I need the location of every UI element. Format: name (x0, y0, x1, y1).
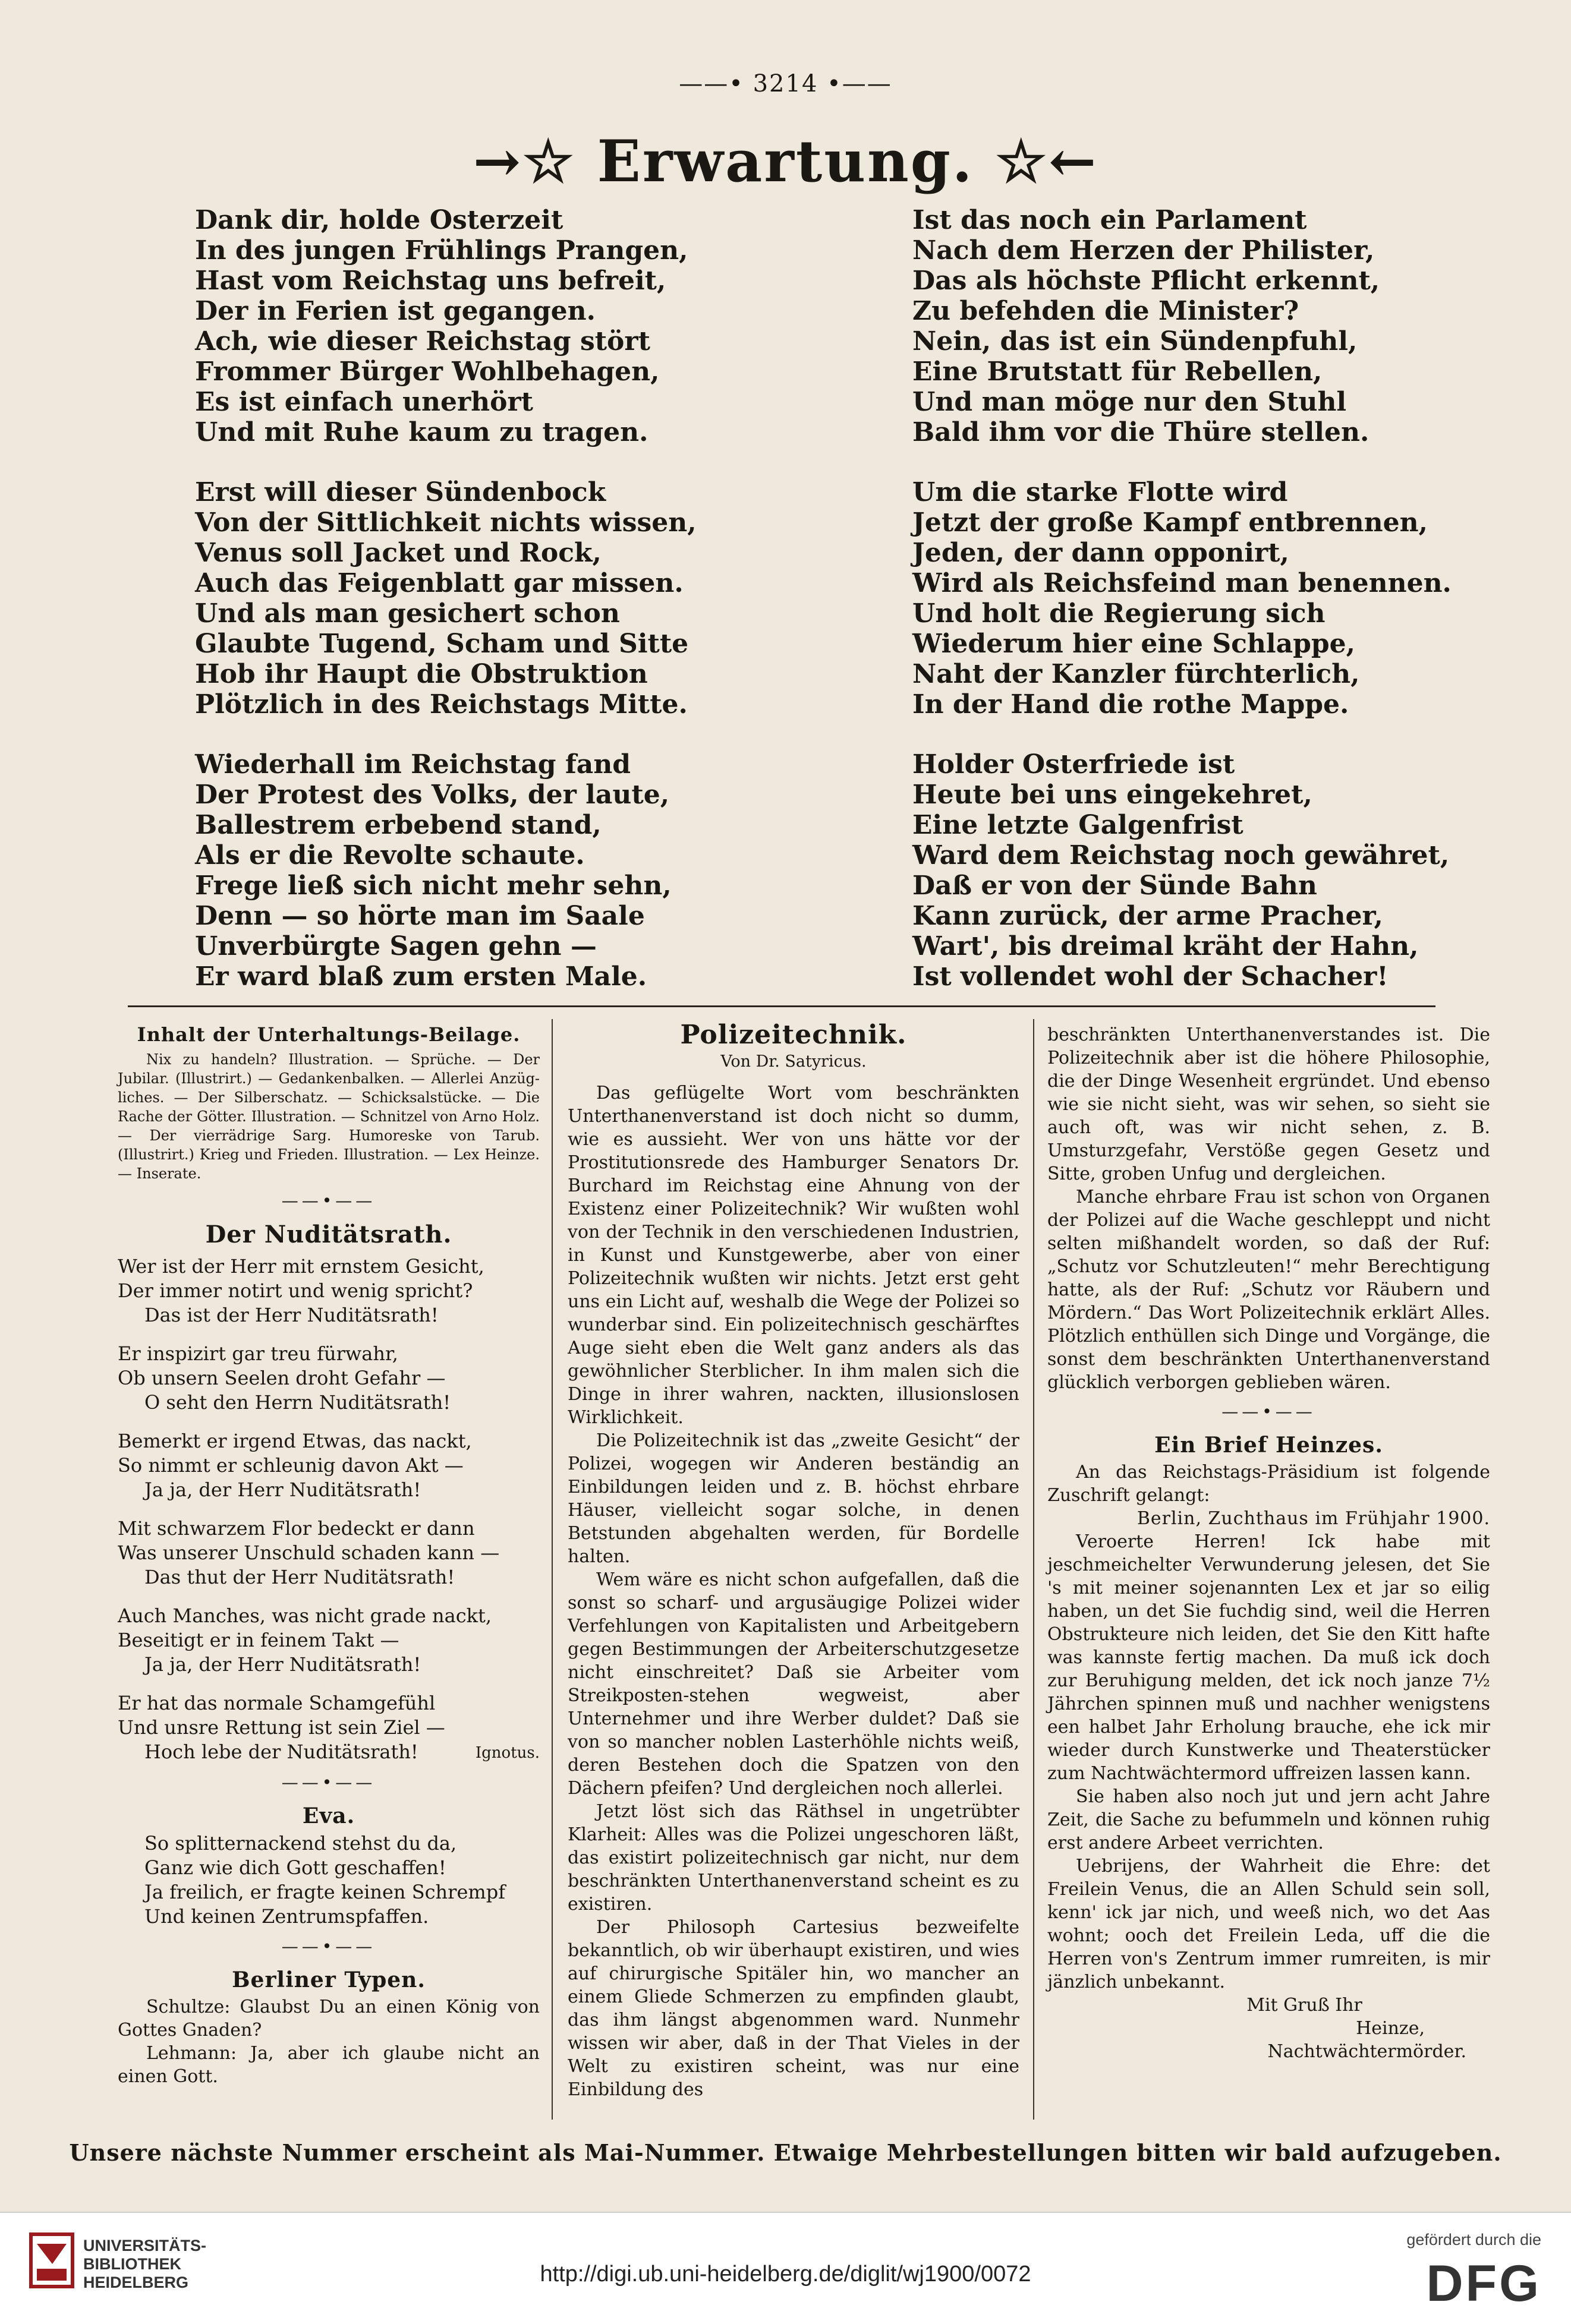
poem-line: Das als höchste Pflicht erkennt, (912, 266, 1380, 296)
ornament-divider: ——•—— (281, 1937, 376, 1956)
poem-line: Erst will dieser Sündenbock (195, 477, 606, 507)
poem-line: Es ist einfach unerhört (195, 387, 533, 417)
polizei-byline: Von Dr. Satyricus. (720, 1052, 867, 1071)
rath-line: Ob unsern Seelen droht Gefahr — (118, 1367, 446, 1389)
article-paragraph: Das geflügelte Wort vom beschränkten Unterthanenverstand ist doch nicht so dumm, wie es aussieht. Wer von uns hätte vor der Prostitutionsrede des Hamburger Senators Dr. Burchard im Reichstag eine Ahnung von der Existenz einer Polizeitechnik? Wir wußten wohl von der Technik in den verschiedenen Industrien, in Kunst und Kunstgewerbe, aber von einer Polizeitechnik wußten wir nichts. Jetzt erst geht uns ein Licht auf, weshalb die Wege der Polizei so wunderbar sind. Ein polizeitechnisch geschärftes Auge sieht eben die Welt ganz anders als das gewöhnlicher Sterblicher. In ihm malen sich die Dinge in ihrer wahren, nackten, illusionslosen Wirklichkeit. (568, 1083, 1019, 1428)
rath-line: Was unserer Unschuld schaden kann — (118, 1541, 500, 1564)
column-rule-1 (552, 1019, 553, 2120)
poem-line: Bald ihm vor die Thüre stellen. (912, 417, 1369, 447)
stanza-gap (118, 1502, 540, 1516)
rath-line: Und unsre Rettung ist sein Ziel — (118, 1716, 445, 1739)
rath-line: Mit schwarzem Flor bedeckt er dann (118, 1517, 475, 1540)
rath-poem (118, 1254, 540, 1764)
library-name-line1: UNIVERSITÄTS- (83, 2237, 207, 2254)
rath-line: Der immer notirt und wenig spricht? (118, 1279, 473, 1302)
rath-line: O seht den Herrn Nuditätsrath! (144, 1391, 451, 1414)
poem-line: Eine Brutstatt für Rebellen, (912, 357, 1323, 387)
poem-stanza (912, 205, 1452, 447)
rath-heading: Der Nuditätsrath. (205, 1221, 452, 1248)
poem-line: Denn — so hörte man im Saale (195, 901, 645, 931)
column-1 (118, 1023, 540, 2088)
page-title: →☆ Erwartung. ☆← (473, 128, 1098, 195)
typen-text (118, 1995, 540, 2088)
poem-line: In des jungen Frühlings Prangen, (195, 235, 688, 266)
poem-line: Ward dem Reichstag noch gewähret, (912, 840, 1450, 871)
poem-line: Von der Sittlichkeit nichts wissen, (195, 507, 697, 538)
poem-line: Jetzt der große Kampf entbrennen, (912, 507, 1428, 538)
poem-line: Nein, das ist ein Sündenpfuhl, (912, 326, 1358, 357)
poem-line: In der Hand die rothe Mappe. (912, 689, 1349, 720)
article-paragraph: Die Polizeitechnik ist das „zweite Gesicht“ der Polizei, wogegen wir Anderen beständig an Einbildungen leiden und z. B. höchst ehrbare Häuser, vielleicht sogar solche, in denen Betstunden abgehalten werden, für Bordelle halten. (568, 1430, 1019, 1567)
poem-line: Jeden, der dann opponirt, (912, 538, 1289, 568)
polizei-article (568, 1081, 1019, 2101)
rath-line: So nimmt er schleunig davon Akt — (118, 1454, 464, 1477)
library-footer-bar (0, 2212, 1571, 2324)
polizei-heading: Polizeitechnik. (680, 1020, 907, 1050)
poem-line: Frege ließ sich nicht mehr sehn, (195, 871, 672, 901)
ornament-divider: ——•—— (281, 1773, 376, 1792)
poem-line: Daß er von der Sünde Bahn (912, 871, 1317, 901)
ornament-divider: ——•—— (1221, 1402, 1316, 1421)
poem-line: Hast vom Reichstag uns befreit, (195, 266, 666, 296)
sponsor-caption: gefördert durch die (1406, 2231, 1541, 2249)
poem-stanza (195, 477, 697, 720)
poem-line: Ach, wie dieser Reichstag stört (195, 326, 650, 357)
poem-line: Frommer Bürger Wohlbehagen, (195, 357, 660, 387)
rath-line: Das ist der Herr Nuditätsrath! (144, 1304, 439, 1326)
rath-line: Ja ja, der Herr Nuditätsrath! (144, 1653, 421, 1676)
poem-line: Kann zurück, der arme Pracher, (912, 901, 1383, 931)
poem-line: Plötzlich in des Reichstags Mitte. (195, 689, 688, 720)
eva-line: Ganz wie dich Gott geschaffen! (144, 1856, 446, 1879)
rath-line: Auch Manches, was nicht grade nackt, (118, 1604, 492, 1627)
brief-place-date: Berlin, Zuchthaus im Frühjahr 1900. (1136, 1508, 1490, 1529)
column-2 (568, 1020, 1019, 2101)
poem-left-column (195, 205, 697, 1021)
next-issue-note: Unsere nächste Nummer erscheint als Mai-Nummer. Etwaige Mehrbestellungen bitten wir bald aufzugeben. (69, 2139, 1502, 2166)
rath-line: Hoch lebe der Nuditätsrath! (144, 1740, 418, 1763)
brief-paragraph: Veroerte Herren! Ick habe mit jeschmeichelter Verwunderung jelesen, det Sie 's mit meiner sojenannten Lex et jar so eilig haben, un det Sie fuchdig sind, weil die Herren Obstrukteure nich leiden, det Sie den Kitt hafte was kannste fertig machen. Da muß ick doch zur Beruhigung melden, det ick noch janze 7½ Jährchen spinnen muß und nachher wenigstens een halbet Jahr Erholung brauche, ehe ick mir wieder durch Kunstwerke und Theaterstücker zum Nachtwächtermord uffreizen lassen kann. (1047, 1531, 1490, 1784)
library-name-line3: HEIDELBERG (83, 2273, 189, 2291)
brief-paragraph: Uebrijens, der Wahrheit die Ehre: det Freilein Venus, die an Allen Schuld sein soll, kenn' ick jar nich, und weeß nich, wo det Aas wohnt; ooch det Freilein Leda, uff die die Herren von's Zentrum immer rumreiten, is mir jänzlich unbekannt. (1047, 1856, 1490, 1992)
poem-line: Und als man gesichert schon (195, 598, 620, 629)
ornament-divider: ——•—— (281, 1191, 376, 1210)
stanza-gap (118, 1590, 540, 1604)
article-paragraph: Jetzt löst sich das Räthsel in ungetrübter Klarheit: Alles was die Polizei ungeschoren läßt, das existirt polizeitechnisch gar nicht, nur dem beschränkten Unterthanenverstand scheint es zu existiren. (568, 1801, 1019, 1915)
brief-intro: An das Reichstags-Präsidium ist folgende Zuschrift gelangt: (1047, 1462, 1490, 1506)
permalink-url[interactable]: http://digi.ub.uni-heidelberg.de/diglit/wj1900/0072 (540, 2262, 1031, 2287)
article-paragraph: Der Philosoph Cartesius bezweifelte bekanntlich, ob wir überhaupt existiren, und wies auf chirurgische Spitäler hin, wo mancher an einem Gliede Schmerzen zu empfinden glaubt, das ihm längst abgenommen ward. Nunmehr wissen wir aber, daß in der That Vieles in der Welt zu existiren scheint, was nur eine Einbildung des (568, 1917, 1019, 2100)
typen-heading: Berliner Typen. (232, 1967, 426, 1992)
rath-line: Er hat das normale Schamgefühl (118, 1692, 436, 1714)
column-3 (1047, 1023, 1490, 2063)
poem-line: Wart', bis dreimal kräht der Hahn, (912, 931, 1419, 961)
poem-line: Auch das Feigenblatt gar missen. (195, 568, 684, 598)
poem-stanza (195, 205, 697, 447)
eva-poem (118, 1831, 540, 1929)
page-number: ——• 3214 •—— (679, 70, 892, 97)
article-paragraph: Wem wäre es nicht schon aufgefallen, daß die sonst so scharf- und argusäugige Polizei wider Verfehlungen von Kapitalisten und Arbeitgebern gegen Bestimmungen der Arbeiterschutzgesetze nicht einschreitet? Daß sie Arbeiter vom Streikposten-stehen wegweist, aber Unternehmer und ihre Werber duldet? Daß sie von so mancher noblen Lasterhöhle nichts weiß, deren Bestehen doch die Spatzen von den Dächern pfeifen? Und dergleichen noch allerlei. (568, 1569, 1019, 1799)
poem-stanza (912, 749, 1452, 992)
poem-line: Venus soll Jacket und Rock, (195, 538, 602, 568)
brief-body (1047, 1530, 1490, 1994)
brief-greeting: Mit Gruß Ihr (1246, 1995, 1362, 2016)
poem-line: Heute bei uns eingekehret, (912, 780, 1312, 810)
rath-line: Beseitigt er in feinem Takt — (118, 1629, 399, 1651)
polizei-article-continued (1047, 1023, 1490, 1394)
rath-line: Ja ja, der Herr Nuditätsrath! (144, 1478, 421, 1501)
poem-line: Glaubte Tugend, Scham und Sitte (195, 629, 689, 659)
poem-stanza (912, 477, 1452, 720)
eva-line: Ja freilich, er fragte keinen Schrempf (144, 1881, 506, 1903)
rath-line: Das thut der Herr Nuditätsrath! (144, 1566, 455, 1588)
poem-line: Ist das noch ein Parlament (912, 205, 1307, 235)
poem-line: Hob ihr Haupt die Obstruktion (195, 659, 648, 689)
poem-line: Er ward blaß zum ersten Male. (195, 961, 647, 992)
poem-line: Und man möge nur den Stuhl (912, 387, 1347, 417)
inhalt-heading: Inhalt der Unterhaltungs-Beilage. (137, 1023, 521, 1046)
rath-signature: Ignotus. (475, 1744, 540, 1762)
poem-line: Ist vollendet wohl der Schacher! (912, 961, 1389, 992)
article-paragraph: beschränkten Unterthanenverstandes ist. Die Polizeitechnik aber ist die höhere Philosophie, die der Dinge Wesenheit ergründet. Und ebenso wie sie nicht sieht, was wir sehen, so sieht sie auch oft, was wir nicht sehen, z. B. Umsturzgefahr, Verstöße gegen Gesetz und Sitte, groben Unfug und dergleichen. (1047, 1024, 1490, 1184)
poem-line: Unverbürgte Sagen gehn — (195, 931, 597, 961)
poem-line: Naht der Kanzler fürchterlich, (912, 659, 1360, 689)
poem-line: Zu befehden die Minister? (912, 296, 1299, 326)
poem-line: Und mit Ruhe kaum zu tragen. (195, 417, 648, 447)
eva-heading: Eva. (302, 1803, 355, 1828)
brief-heading: Ein Brief Heinzes. (1154, 1433, 1383, 1458)
section-divider (128, 1005, 1435, 1007)
typen-paragraph: Lehmann: Ja, aber ich glaube nicht an einen Gott. (118, 2043, 540, 2087)
poem-stanza (195, 749, 697, 992)
poem-line: Der Protest des Volks, der laute, (195, 780, 670, 810)
poem-line: Wird als Reichsfeind man benennen. (912, 568, 1452, 598)
article-paragraph: Manche ehrbare Frau ist schon von Organen der Polizei auf die Wache geschleppt und nicht selten mißhandelt worden, so daß der Ruf: „Schutz vor Schutzleuten!“ mehr Berechtigung hatte, als der Ruf: „Schutz vor Räubern und Mördern.“ Das Wort Polizeitechnik erklärt Alles. Plötzlich enthüllen sich Dinge und Vorgänge, die sonst dem beschränkten Unterthanenverstand glücklich verborgen geblieben wären. (1047, 1187, 1490, 1393)
rath-line: Wer ist der Herr mit ernstem Gesicht, (118, 1255, 484, 1278)
poem-line: Dank dir, holde Osterzeit (195, 205, 563, 235)
eva-line: Und keinen Zentrumspfaffen. (144, 1905, 429, 1928)
poem-line: Ballestrem erbebend stand, (195, 810, 602, 840)
stanza-gap (118, 1327, 540, 1342)
poem-line: Holder Osterfriede ist (912, 749, 1235, 780)
library-name-line2: BIBLIOTHEK (83, 2255, 181, 2273)
poem-line: Eine letzte Galgenfrist (912, 810, 1243, 840)
rath-line: Er inspizirt gar treu fürwahr, (118, 1342, 398, 1365)
poem-line: Um die starke Flotte wird (912, 477, 1288, 507)
eva-line: So splitternackend stehst du da, (144, 1832, 457, 1855)
rath-line: Bemerkt er irgend Etwas, das nackt, (118, 1430, 472, 1452)
poem-line: Wiederum hier eine Schlappe, (912, 629, 1355, 659)
poem-line: Wiederhall im Reichstag fand (195, 749, 631, 780)
brief-signature-name: Heinze, (1356, 2018, 1425, 2039)
typen-paragraph: Schultze: Glaubst Du an einen König von Gottes Gnaden? (118, 1997, 540, 2041)
poem-right-column (912, 205, 1452, 1021)
brief-signature-title: Nachtwächtermörder. (1267, 2041, 1466, 2062)
dfg-logo: DFG (1426, 2255, 1541, 2312)
poem-line: Als er die Revolte schaute. (195, 840, 585, 871)
brief-paragraph: Sie haben also noch jut und jern acht Jahre Zeit, die Sache zu befummeln und können ruhig erst andere Arbeet verrichten. (1047, 1786, 1490, 1853)
poem-line: Nach dem Herzen der Philister, (912, 235, 1375, 266)
poem-line: Der in Ferien ist gegangen. (195, 296, 596, 326)
poem-line: Und holt die Regierung sich (912, 598, 1326, 629)
stanza-gap (118, 1415, 540, 1429)
column-rule-2 (1033, 1019, 1034, 2120)
stanza-gap (118, 1677, 540, 1691)
inhalt-text: Nix zu handeln? Illustration. — Sprüche. — Der Jubilar. (Illustrirt.) — Gedankenbalken. — Allerlei Anzüg-liches. — Der Silberschatz. — Schicksalstücke. — Die Rache der Götter. Illustration. — Schnitzel von Arno Holz. — Der vierrädrige Sarg. Humoreske von Tarub. (Illustrirt.) Krieg und Frieden. Illustration. — Lex Heinze. — Inserate. (118, 1051, 540, 1182)
